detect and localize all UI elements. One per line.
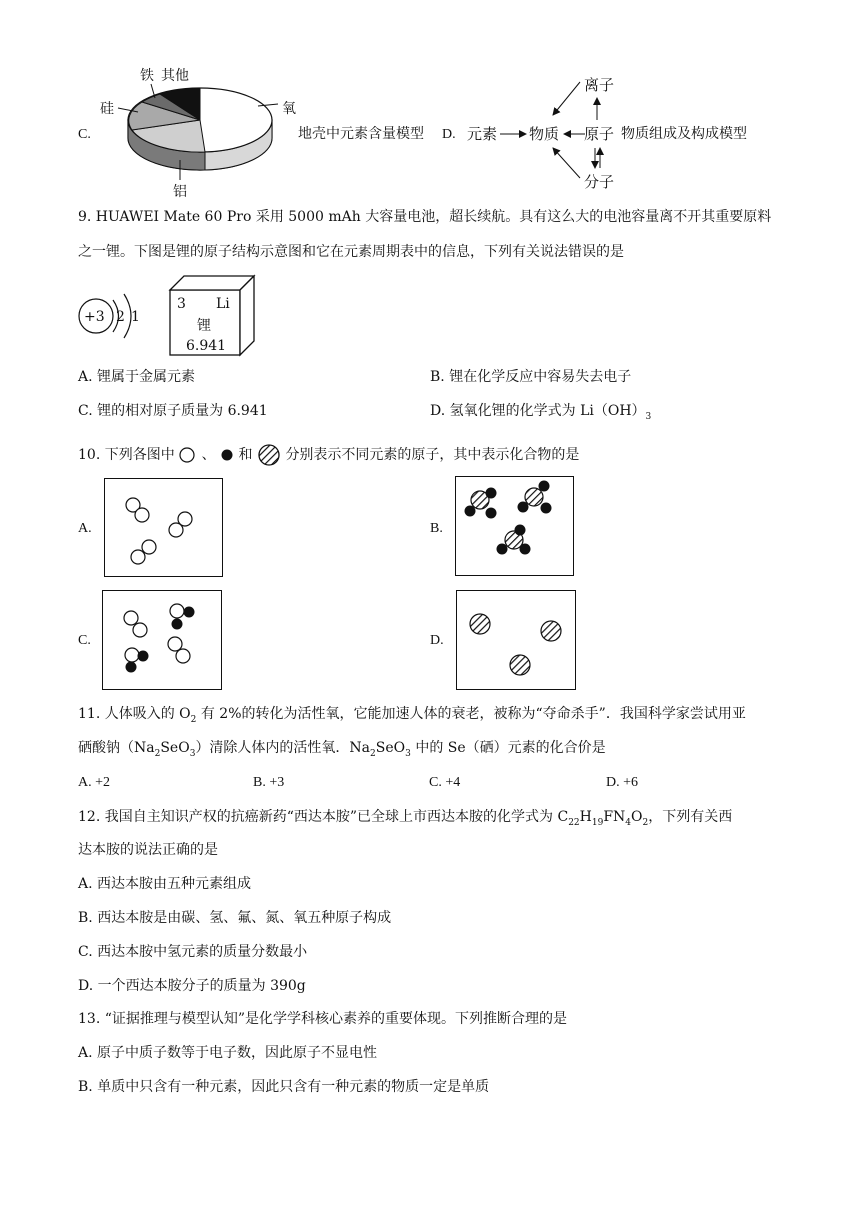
q9-option-c: C. 锂的相对原子质量为 6.941 <box>78 403 268 419</box>
q8-option-c-caption: 地壳中元素含量模型 <box>298 126 424 142</box>
q9-option-b: B. 锂在化学反应中容易失去电子 <box>430 369 632 385</box>
pie-label-aluminum: 铝 <box>173 184 187 200</box>
shell2-electrons: 1 <box>131 309 140 325</box>
q11-option-b: B. +3 <box>253 775 285 790</box>
flow-atom: 原子 <box>584 125 615 143</box>
q10-label-b: B. <box>430 521 443 536</box>
q8-option-c-label: C. <box>78 127 91 142</box>
cell-name: 锂 <box>197 318 211 334</box>
q13-option-a: A. 原子中质子数等于电子数，因此原子不显电性 <box>78 1045 378 1061</box>
nucleus-charge: +3 <box>84 309 105 325</box>
cell-mass: 6.941 <box>186 338 227 354</box>
shell1-electrons: 2 <box>116 309 125 325</box>
flow-element: 元素 <box>467 125 498 143</box>
flow-ion: 离子 <box>584 76 615 94</box>
q9-option-a: A. 锂属于金属元素 <box>78 369 196 385</box>
q13-stem: 13. “证据推理与模型认知”是化学学科核心素养的重要体现。下列推断合理的是 <box>78 1011 568 1027</box>
q10-stem: 10. 下列各图中 、 和 分别表示不同元素的原子，其中表示化合物的是 <box>78 443 579 467</box>
q9-stem-line2: 之一锂。下图是锂的原子结构示意图和它在元素周期表中的信息，下列有关说法错误的是 <box>78 244 624 260</box>
q12-option-d: D. 一个西达本胺分子的质量为 390g <box>78 978 306 994</box>
pie-label-oxygen: 氧 <box>282 101 296 117</box>
pie-label-other: 其他 <box>161 68 189 84</box>
flow-substance: 物质 <box>529 125 560 143</box>
q12-stem-line1: 12. 我国自主知识产权的抗癌新药“西达本胺”已全球上市西达本胺的化学式为 $C_{22}H_{19}FN_4O_2$，下列有关西 <box>78 809 733 828</box>
q11-option-a: A. +2 <box>78 775 111 790</box>
q10-label-c: C. <box>78 633 91 648</box>
q11-option-d: D. +6 <box>606 775 639 790</box>
q12-option-b: B. 西达本胺是由碳、氢、氟、氮、氧五种原子构成 <box>78 910 392 926</box>
q10-label-a: A. <box>78 521 92 536</box>
pie-label-iron: 铁 <box>140 68 154 84</box>
q11-stem-line1: 11. 人体吸入的 $O_2$ 有 2%的转化为活性氧，它能加速人体的衰老，被称为“夺命杀手”．我国科学家尝试用亚 <box>78 706 746 725</box>
q9-option-d: D. 氢氧化锂的化学式为 $Li(OH)_3$ <box>430 403 652 422</box>
q12-option-a: A. 西达本胺由五种元素组成 <box>78 876 252 892</box>
q8-option-d-label: D. <box>442 127 456 142</box>
cell-symbol: Li <box>216 296 230 312</box>
q12-stem-line2: 达本胺的说法正确的是 <box>78 842 218 858</box>
pie-label-silicon: 硅 <box>100 101 114 117</box>
q8-option-d-caption: 物质组成及构成模型 <box>621 126 747 142</box>
q13-option-b: B. 单质中只含有一种元素，因此只含有一种元素的物质一定是单质 <box>78 1079 490 1095</box>
q9-stem-line1: 9. HUAWEI Mate 60 Pro 采用 5000 mAh 大容量电池，超长续航。具有这么大的电池容量离不开其重要原料 <box>78 209 772 225</box>
q11-option-c: C. +4 <box>429 775 461 790</box>
cell-atomic-number: 3 <box>177 296 186 312</box>
q11-stem-line2: 硒酸钠$(Na_2SeO_3)$清除人体内的活性氧．$Na_2SeO_3$ 中的 Se（硒）元素的化合价是 <box>78 740 606 759</box>
q12-option-c: C. 西达本胺中氢元素的质量分数最小 <box>78 944 308 960</box>
flow-molecule: 分子 <box>584 173 615 191</box>
q10-label-d: D. <box>430 633 444 648</box>
